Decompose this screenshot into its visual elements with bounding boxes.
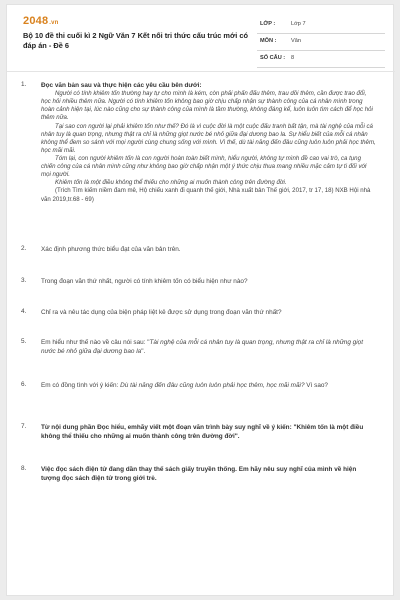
meta-value: 8 <box>291 55 295 61</box>
passage-paragraph: Tại sao con người lại phải khiêm tốn như thế? Đó là vì cuộc đời là một cuộc đấu tranh bất tận, mà tài nghệ của mỗi cá nhân tuy là quan trọng, nhưng thật ra chỉ là những giọt nước bé nhỏ giữa đại dương bao la. Sự hiểu biết của mỗi cá nhân không thể đem so sánh với mọi người cùng chung sống với mình. Vì thế, dù tài năng đến đâu cũng luôn luôn phải học thêm, học mãi mãi. <box>41 122 376 154</box>
question-suffix: ". <box>141 348 146 356</box>
meta-value: Văn <box>291 38 301 44</box>
question-number: 3. <box>21 277 27 284</box>
question-number: 4. <box>21 308 27 315</box>
passage-paragraph: Tóm lại, con người khiêm tốn là con người hoàn toàn biết mình, hiểu người, không tự mình đề cao vai trò, ca tụng chiến công của cá nhân mình cũng như không bao giờ chấp nhận một ý thức chịu thua mang nhiều mặc cảm tự ti đối với mọi người. <box>41 154 367 179</box>
meta-label: SỐ CÂU : <box>260 55 286 61</box>
passage-heading: Đọc văn bản sau và thực hiện các yêu cầu bên dưới: <box>41 82 202 89</box>
logo-text: 2048 <box>23 15 49 27</box>
question-suffix: Vì sao? <box>304 382 328 389</box>
question-number: 8. <box>21 465 27 472</box>
question-text: Trong đoạn văn thứ nhất, người có tính khiêm tốn có biểu hiện như nào? <box>41 278 248 285</box>
quoted-text: Dù tài năng đến đâu cũng luôn luôn phải học thêm, học mãi mãi? <box>120 382 305 389</box>
question-text: Việc đọc sách điện tử đang dần thay thế sách giấy truyền thống. Em hãy nêu suy nghĩ của mình về hiện tượng đọc sách điện tử trong giới trẻ. <box>41 466 357 483</box>
meta-row-class <box>257 17 385 34</box>
question-number: 7. <box>21 423 27 430</box>
document-header <box>7 5 395 71</box>
site-logo[interactable] <box>23 15 59 27</box>
question-prefix: Em có đồng tình với ý kiến: <box>41 382 121 389</box>
question-number: 1. <box>21 81 27 88</box>
question-number: 2. <box>21 245 27 252</box>
question-body <box>41 81 377 205</box>
meta-table <box>257 17 385 68</box>
question-text <box>41 381 377 390</box>
logo-domain: .vn <box>49 20 59 26</box>
meta-row-question-count <box>257 51 385 68</box>
question-text: Từ nội dung phần Đọc hiểu, emhãy viết một đoạn văn trình bày suy nghĩ về ý kiến: "Khiêm tốn là một điều không thể thiếu cho những ai muốn thành công trên đường đời". <box>41 424 364 441</box>
document-page <box>6 4 394 596</box>
meta-value: Lớp 7 <box>291 21 306 27</box>
meta-label: MÔN : <box>260 38 277 44</box>
quoted-text: Tài nghệ của mỗi cá nhân tuy là quan trọng, nhưng thật ra chỉ là những giọt nước bé nhỏ giữa đại dương bao la <box>41 339 363 356</box>
question-prefix: Em hiểu như thế nào về câu nói sau: " <box>41 339 150 346</box>
passage-paragraph: Khiêm tốn là một điều không thể thiếu cho những ai muốn thành công trên đường đời. <box>55 179 287 187</box>
meta-row-subject <box>257 34 385 51</box>
question-text: Chỉ ra và nêu tác dụng của biện pháp liệt kê được sử dụng trong đoạn văn thứ nhất? <box>41 309 282 316</box>
header-divider <box>7 71 395 72</box>
question-number: 6. <box>21 381 27 388</box>
document-title: Bộ 10 đề thi cuối kì 2 Ngữ Văn 7 Kết nối tri thức cấu trúc mới có đáp án - Đề 6 <box>23 31 248 50</box>
question-text: Xác định phương thức biểu đạt của văn bản trên. <box>41 246 181 253</box>
passage-source: (Trích Tìm kiếm niềm đam mê, Hộ chiếu xanh đi quanh thế giới, Nhà xuất bản Thế giới, 2017, tr 17, 18) NXB Hội nhà văn 2019,tr.68 - 69) <box>41 187 371 203</box>
question-number: 5. <box>21 338 27 345</box>
passage-paragraph: Người có tính khiêm tốn thường hay tự cho mình là kém, còn phải phấn đấu thêm, trau dồi thêm, cần được trao đổi, học hỏi nhiều thêm nữa. Người có tính khiêm tốn không bao giờ chịu chấp nhận sự thành công của cá nhân mình trong hoàn cảnh hiện tại, lúc nào cũng cho sự thành công của mình là tầm thường, không đáng kể, luôn luôn tìm cách để học hỏi thêm nữa. <box>41 90 373 122</box>
meta-label: LỚP : <box>260 21 276 27</box>
question-text <box>41 338 377 356</box>
